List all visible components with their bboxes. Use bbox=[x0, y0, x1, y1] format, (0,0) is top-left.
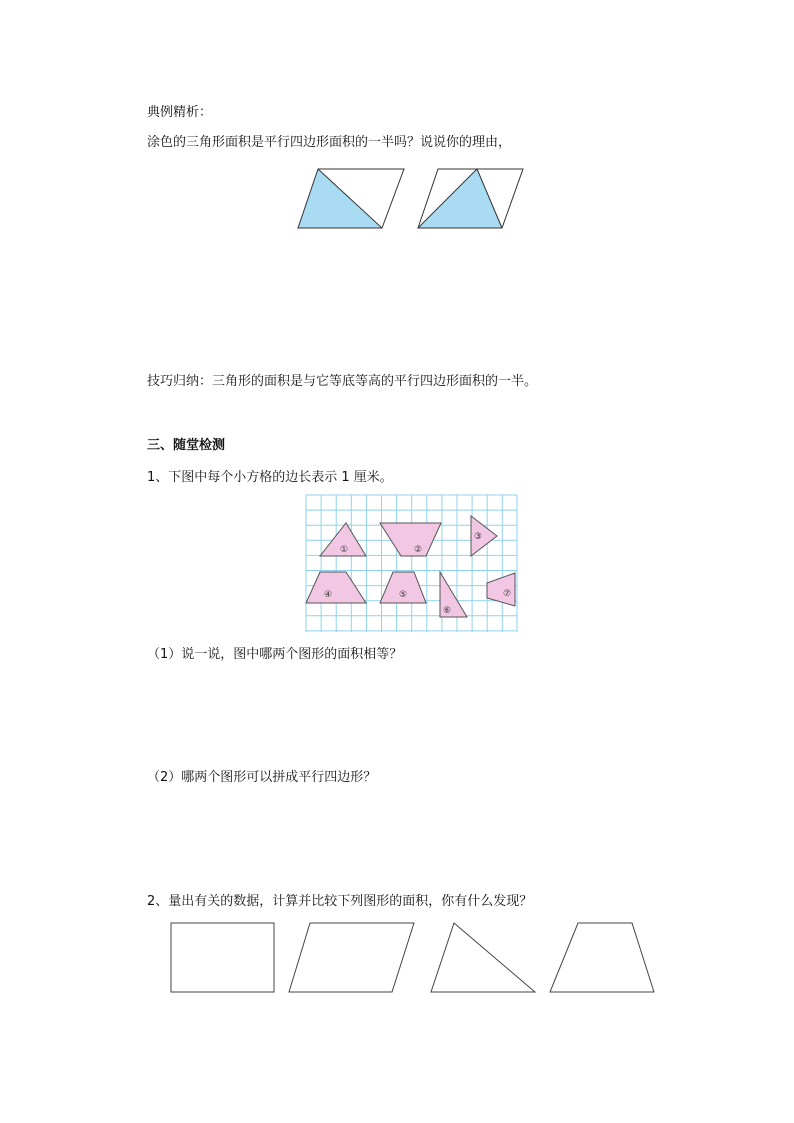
example-question: 涂色的三角形面积是平行四边形面积的一半吗？说说你的理由， bbox=[147, 135, 512, 150]
grid-shapes-figure bbox=[306, 495, 518, 633]
shape-2-label: ② bbox=[413, 545, 423, 555]
parallelogram-shape bbox=[289, 923, 414, 992]
shape-3-label: ③ bbox=[473, 532, 483, 542]
trapezoid-shape bbox=[550, 923, 654, 992]
q1-stem: 1、下图中每个小方格的边长表示 1 厘米。 bbox=[147, 470, 393, 485]
q2-stem: 2、量出有关的数据，计算并比较下列图形的面积，你有什么发现？ bbox=[147, 894, 533, 909]
shape-1-label: ① bbox=[339, 545, 349, 555]
q1-sub1: （1）说一说，图中哪两个图形的面积相等？ bbox=[147, 647, 403, 662]
example-parallelograms-figure bbox=[294, 166, 534, 236]
shape-4-label: ④ bbox=[323, 590, 333, 600]
section3-title: 三、随堂检测 bbox=[147, 438, 226, 453]
right-triangle-shape bbox=[431, 923, 535, 992]
shaded-triangle-left bbox=[298, 169, 382, 228]
shape-7-label: ⑦ bbox=[502, 589, 512, 599]
example-heading: 典例精析： bbox=[147, 105, 213, 120]
tip-summary: 技巧归纳：三角形的面积是与它等底等高的平行四边形面积的一半。 bbox=[147, 374, 538, 389]
square-grid bbox=[306, 495, 517, 632]
rectangle-shape bbox=[171, 923, 274, 992]
shape-6-label: ⑥ bbox=[442, 606, 452, 616]
four-shapes-figure bbox=[168, 920, 658, 995]
shape-5-label: ⑤ bbox=[398, 590, 408, 600]
shape-2-trapezoid bbox=[380, 523, 441, 556]
q1-sub2: （2）哪两个图形可以拼成平行四边形？ bbox=[147, 770, 377, 785]
shape-4-trapezoid bbox=[306, 572, 366, 603]
